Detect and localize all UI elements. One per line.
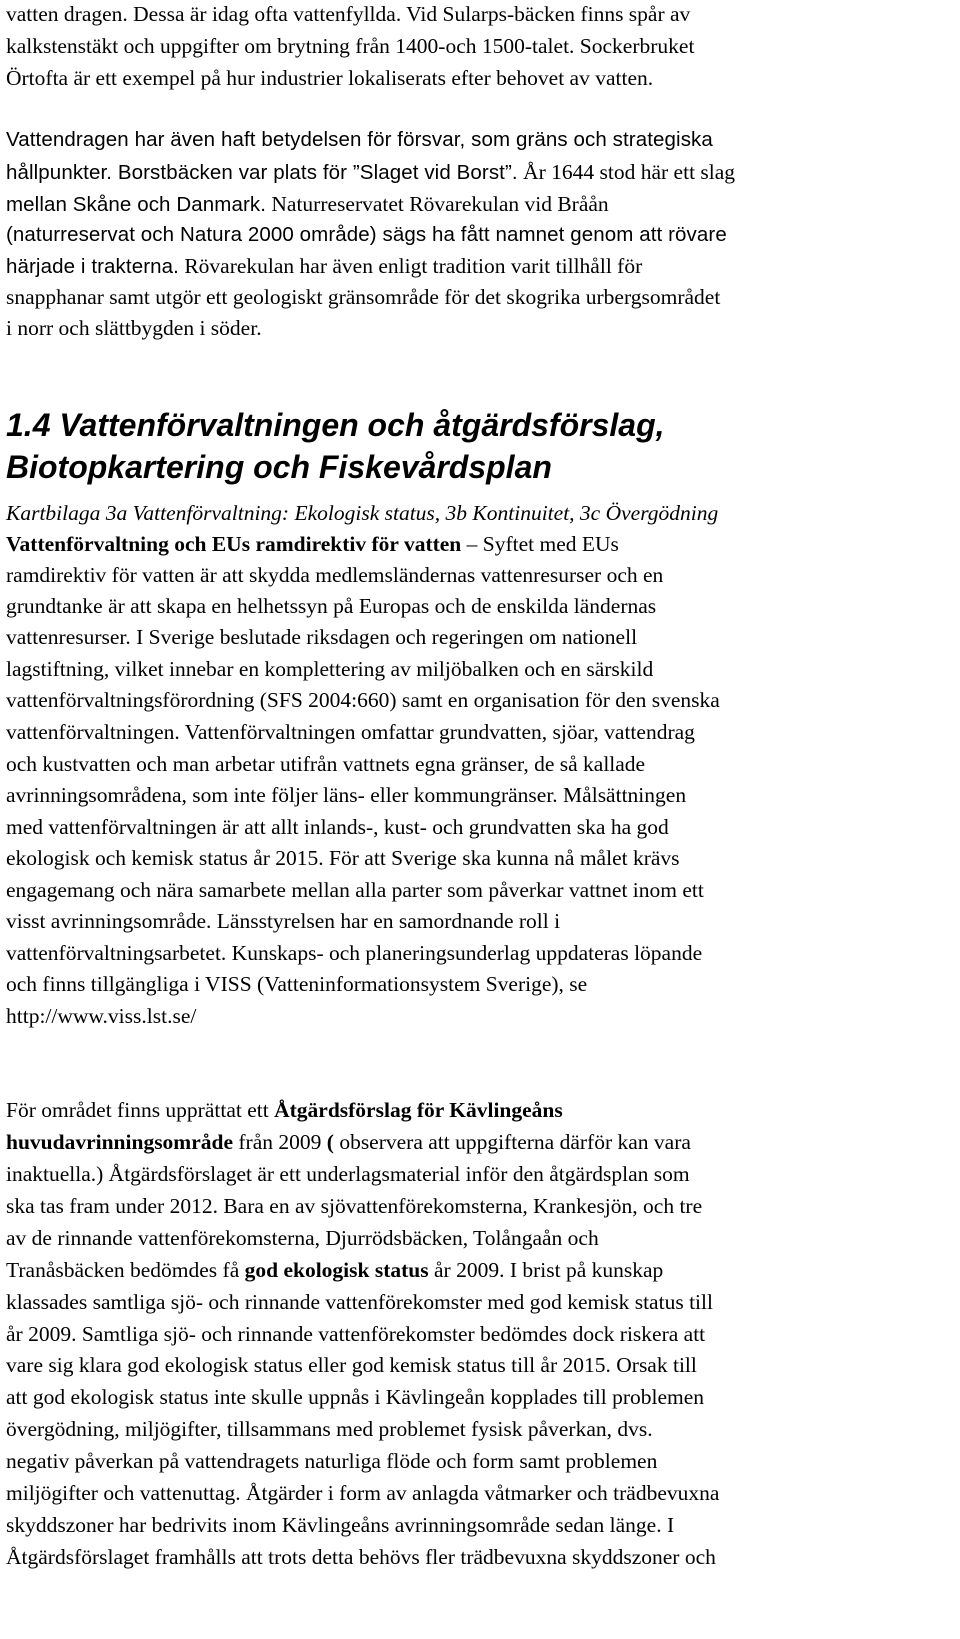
- intro-line: Örtofta är ett exempel på hur industrier lokaliserats efter behovet av vatten.: [6, 66, 654, 90]
- bold-term: god ekologisk status: [244, 1258, 429, 1282]
- section-line: lagstiftning, vilket innebar en komplettering av miljöbalken och en särskild: [6, 657, 654, 681]
- intro-text: hållpunkter. Borstbäcken var plats för ”Slaget vid Borst”.: [6, 161, 518, 184]
- section-heading: Biotopkartering och Fiskevårdsplan: [6, 449, 552, 485]
- para-line: negativ påverkan på vattendragets naturliga flöde och form samt problemen: [6, 1449, 658, 1473]
- intro-line: [6, 156, 956, 189]
- url-text: http://www.viss.lst.se/: [6, 1004, 197, 1028]
- intro-line: [6, 250, 956, 283]
- para-line: år 2009. Samtliga sjö- och rinnande vattenförekomster bedömdes dock riskera att: [6, 1322, 706, 1346]
- section-line: vattenresurser. I Sverige beslutade riksdagen och regeringen om nationell: [6, 625, 638, 649]
- para-line: vare sig klara god ekologisk status eller god kemisk status till år 2015. Orsak till: [6, 1353, 697, 1377]
- para-text: observera att uppgifterna därför kan vara: [333, 1130, 691, 1154]
- intro-text: mellan Skåne och Danmark.: [6, 193, 267, 216]
- para-line: att god ekologisk status inte skulle uppnås i Kävlingeån kopplades till problemen: [6, 1385, 705, 1409]
- section-line: [6, 528, 956, 560]
- para-line: klassades samtliga sjö- och rinnande vattenförekomster med god kemisk status till: [6, 1290, 713, 1314]
- para-line: [6, 1254, 956, 1286]
- para-text: från 2009: [233, 1130, 327, 1154]
- para-line: av de rinnande vattenförekomsterna, Djurrödsbäcken, Tolångaån och: [6, 1226, 599, 1250]
- section-line: vattenförvaltningen. Vattenförvaltningen omfattar grundvatten, sjöar, vattendrag: [6, 720, 695, 744]
- bold-term: Vattenförvaltning och EUs ramdirektiv för vatten: [6, 532, 462, 556]
- bold-term: Åtgärdsförslag för Kävlingeåns: [274, 1098, 563, 1122]
- para-text: För området finns upprättat ett: [6, 1098, 275, 1122]
- para-line: [6, 1094, 956, 1126]
- para-line: ska tas fram under 2012. Bara en av sjövattenförekomsterna, Krankesjön, och tre: [6, 1194, 703, 1218]
- section-line: och finns tillgängliga i VISS (Vatteninformationsystem Sverige), se: [6, 972, 588, 996]
- kartbilaga-line: Kartbilaga 3a Vattenförvaltning: Ekologisk status, 3b Kontinuitet, 3c Övergödning: [6, 501, 719, 525]
- intro-line: vatten dragen. Dessa är idag ofta vattenfyllda. Vid Sularps-bäcken finns spår av: [6, 2, 691, 26]
- para-line: [6, 1126, 956, 1158]
- section-text: – Syftet med EUs: [461, 532, 619, 556]
- section-line: engagemang och nära samarbete mellan alla parter som påverkar vattnet inom ett: [6, 878, 704, 902]
- bold-term: huvudavrinningsområde: [6, 1130, 234, 1154]
- section-line: ekologisk och kemisk status år 2015. För att Sverige ska kunna nå målet krävs: [6, 846, 680, 870]
- intro-text: År 1644 stod här ett slag: [517, 160, 736, 184]
- section-line: vattenförvaltningsförordning (SFS 2004:660) samt en organisation för den svenska: [6, 688, 720, 712]
- section-heading: 1.4 Vattenförvaltningen och åtgärdsförslag,: [6, 407, 665, 443]
- para-text: år 2009. I brist på kunskap: [428, 1258, 664, 1282]
- section-line: med vattenförvaltningen är att allt inlands-, kust- och grundvatten ska ha god: [6, 815, 669, 839]
- para-line: inaktuella.) Åtgärdsförslaget är ett underlagsmaterial inför den åtgärdsplan som: [6, 1162, 690, 1186]
- intro-line: i norr och slättbygden i söder.: [6, 316, 262, 340]
- para-line: övergödning, miljögifter, tillsammans med problemet fysisk påverkan, dvs.: [6, 1417, 653, 1441]
- para-line: miljögifter och vattenuttag. Åtgärder i form av anlagda våtmarker och trädbevuxna: [6, 1481, 720, 1505]
- intro-text: Rövarekulan har även enligt tradition varit tillhåll för: [178, 254, 643, 278]
- intro-line: Vattendragen har även haft betydelsen för försvar, som gräns och strategiska: [6, 128, 713, 151]
- intro-line: kalkstenstäkt och uppgifter om brytning från 1400-och 1500-talet. Sockerbruket: [6, 34, 695, 58]
- intro-line: snapphanar samt utgör ett geologiskt gränsområde för det skogrika urbergsområdet: [6, 285, 721, 309]
- intro-line: [6, 188, 956, 221]
- section-line: ramdirektiv för vatten är att skydda medlemsländernas vattenresurser och en: [6, 563, 664, 587]
- para-line: skyddszoner har bedrivits inom Kävlingeåns avrinningsområde sedan länge. I: [6, 1513, 675, 1537]
- para-text: Tranåsbäcken bedömdes få: [6, 1258, 245, 1282]
- section-line: visst avrinningsområde. Länsstyrelsen har en samordnande roll i: [6, 909, 561, 933]
- section-line: avrinningsområdena, som inte följer läns- eller kommungränser. Målsättningen: [6, 783, 687, 807]
- bold-term: (: [326, 1130, 334, 1154]
- section-line: grundtanke är att skapa en helhetssyn på Europas och de enskilda ländernas: [6, 594, 657, 618]
- intro-line: (naturreservat och Natura 2000 område) sägs ha fått namnet genom att rövare: [6, 223, 727, 246]
- section-line: vattenförvaltningsarbetet. Kunskaps- och planeringsunderlag uppdateras löpande: [6, 941, 703, 965]
- para-line: Åtgärdsförslaget framhålls att trots detta behövs fler trädbevuxna skyddszoner och: [6, 1545, 716, 1569]
- intro-text: härjade i trakterna.: [6, 255, 179, 278]
- section-line: och kustvatten och man arbetar utifrån vattnets egna gränser, de så kallade: [6, 752, 646, 776]
- intro-text: Naturreservatet Rövarekulan vid Bråån: [266, 192, 609, 216]
